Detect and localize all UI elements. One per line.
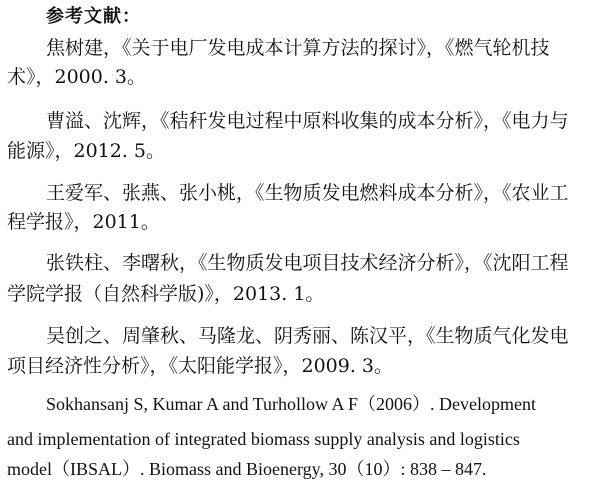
reference-line: 学院学报（自然科学版)》，2013. 1。 xyxy=(7,283,325,305)
reference-line: 程学报》，2011。 xyxy=(7,211,160,233)
reference-line: 曹溢、沈辉，《秸秆发电过程中原料收集的成本分析》，《电力与 xyxy=(46,110,569,132)
reference-line: 术》，2000. 3。 xyxy=(7,66,147,88)
reference-line: 张铁柱、李曙秋，《生物质发电项目技术经济分析》，《沈阳工程 xyxy=(46,252,569,274)
reference-line: model（IBSAL）. Biomass and Bioenergy, 30（10）: 838 – 847. xyxy=(7,459,487,479)
reference-line: 能源》，2012. 5。 xyxy=(7,140,166,162)
references-heading: 参考文献： xyxy=(46,6,141,27)
reference-line: 项目经济性分析》，《太阳能学报》，2009. 3。 xyxy=(7,355,394,377)
reference-line: and implementation of integrated biomass supply analysis and logistics xyxy=(7,429,520,449)
reference-line: Sokhansanj S, Kumar A and Turhollow A F（2006）. Development xyxy=(46,394,537,414)
reference-line: 王爱军、张燕、张小桃，《生物质发电燃料成本分析》，《农业工 xyxy=(46,182,569,204)
reference-line: 吴创之、周肇秋、马隆龙、阴秀丽、陈汉平，《生物质气化发电 xyxy=(46,325,569,347)
reference-line: 焦树建，《关于电厂发电成本计算方法的探讨》，《燃气轮机技 xyxy=(46,37,550,59)
